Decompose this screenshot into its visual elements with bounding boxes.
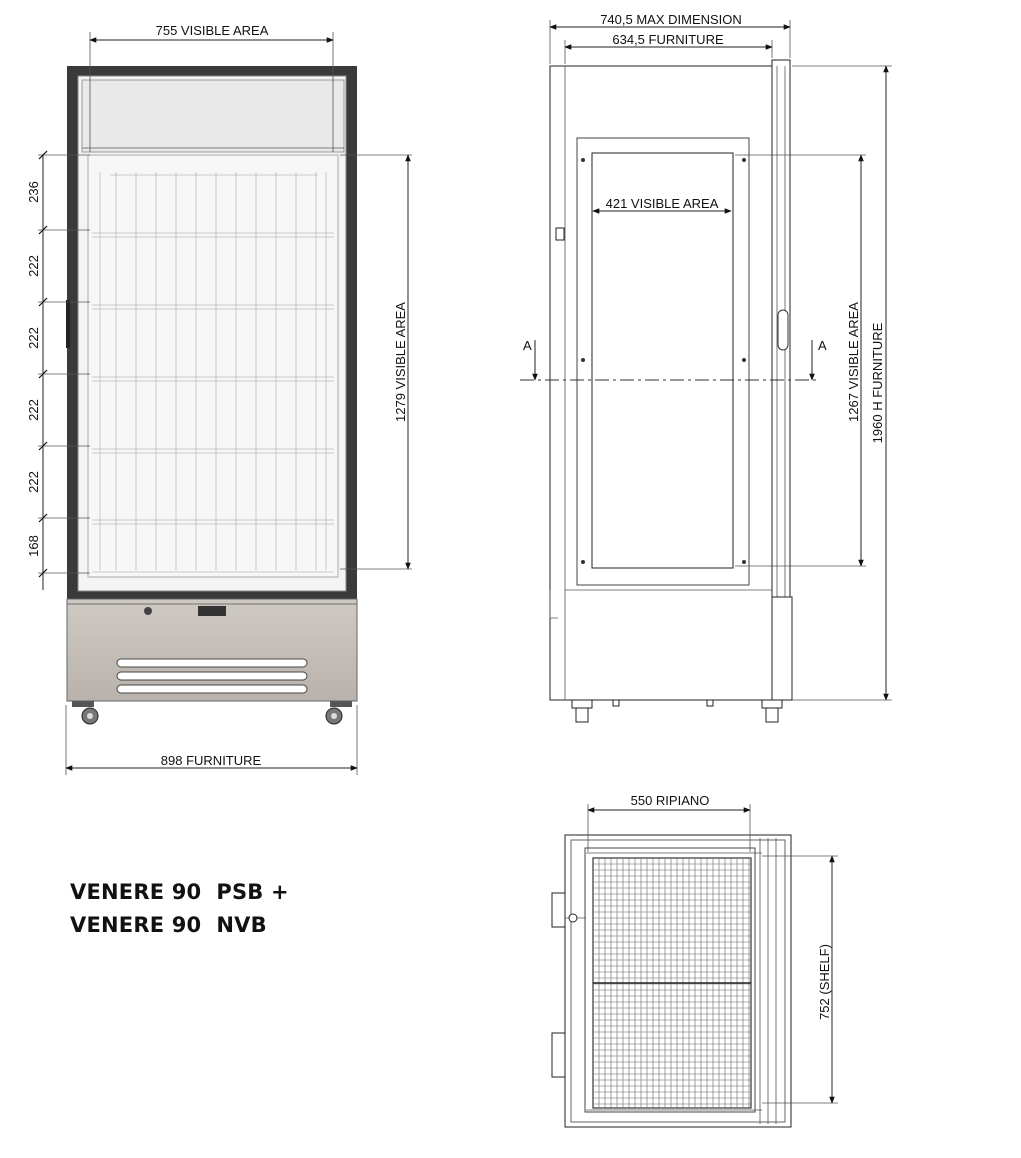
shelf-spacing-3: 222 [26,327,41,349]
front-visible-width-label: 755 VISIBLE AREA [155,23,269,38]
side-view [520,12,892,722]
side-casters [572,700,782,722]
model-name-1: VENERE 90 PSB + [70,880,289,904]
front-caster-left [72,701,98,724]
side-window-glass [592,153,733,568]
shelf-spacing-2: 222 [26,255,41,277]
front-interior [88,155,338,577]
front-door-handle [66,300,70,348]
shelf-spacing-4: 222 [26,399,41,421]
front-view [26,23,412,775]
front-caster-right [326,701,352,724]
shelf-spacing-5: 222 [26,471,41,493]
side-max-dimension-label: 740,5 MAX DIMENSION [600,12,742,27]
side-visible-height-label: 1267 VISIBLE AREA [846,302,861,422]
side-furniture-depth-label: 634,5 FURNITURE [612,32,724,47]
front-furniture-width-label: 898 FURNITURE [160,753,262,768]
side-door-handle [778,310,788,350]
section-marker-right: A [818,338,827,353]
front-vent-grille [117,659,307,693]
control-display [198,606,226,616]
front-canopy [82,80,344,152]
top-shelf-width-label: 550 RIPIANO [630,793,710,808]
model-name-2: VENERE 90 NVB [70,913,267,937]
front-visible-height-label: 1279 VISIBLE AREA [393,302,408,422]
power-switch-icon [144,607,152,615]
top-view [552,793,838,1127]
shelf-spacing-6: 168 [26,535,41,557]
shelf-wire-grid [593,858,751,1108]
shelf-spacing-1: 236 [26,181,41,203]
side-visible-width-label: 421 VISIBLE AREA [605,196,719,211]
side-total-height-label: 1960 H FURNITURE [870,322,885,444]
top-shelf-depth-label: 752 (SHELF) [817,944,832,1020]
section-marker-left: A [523,338,532,353]
